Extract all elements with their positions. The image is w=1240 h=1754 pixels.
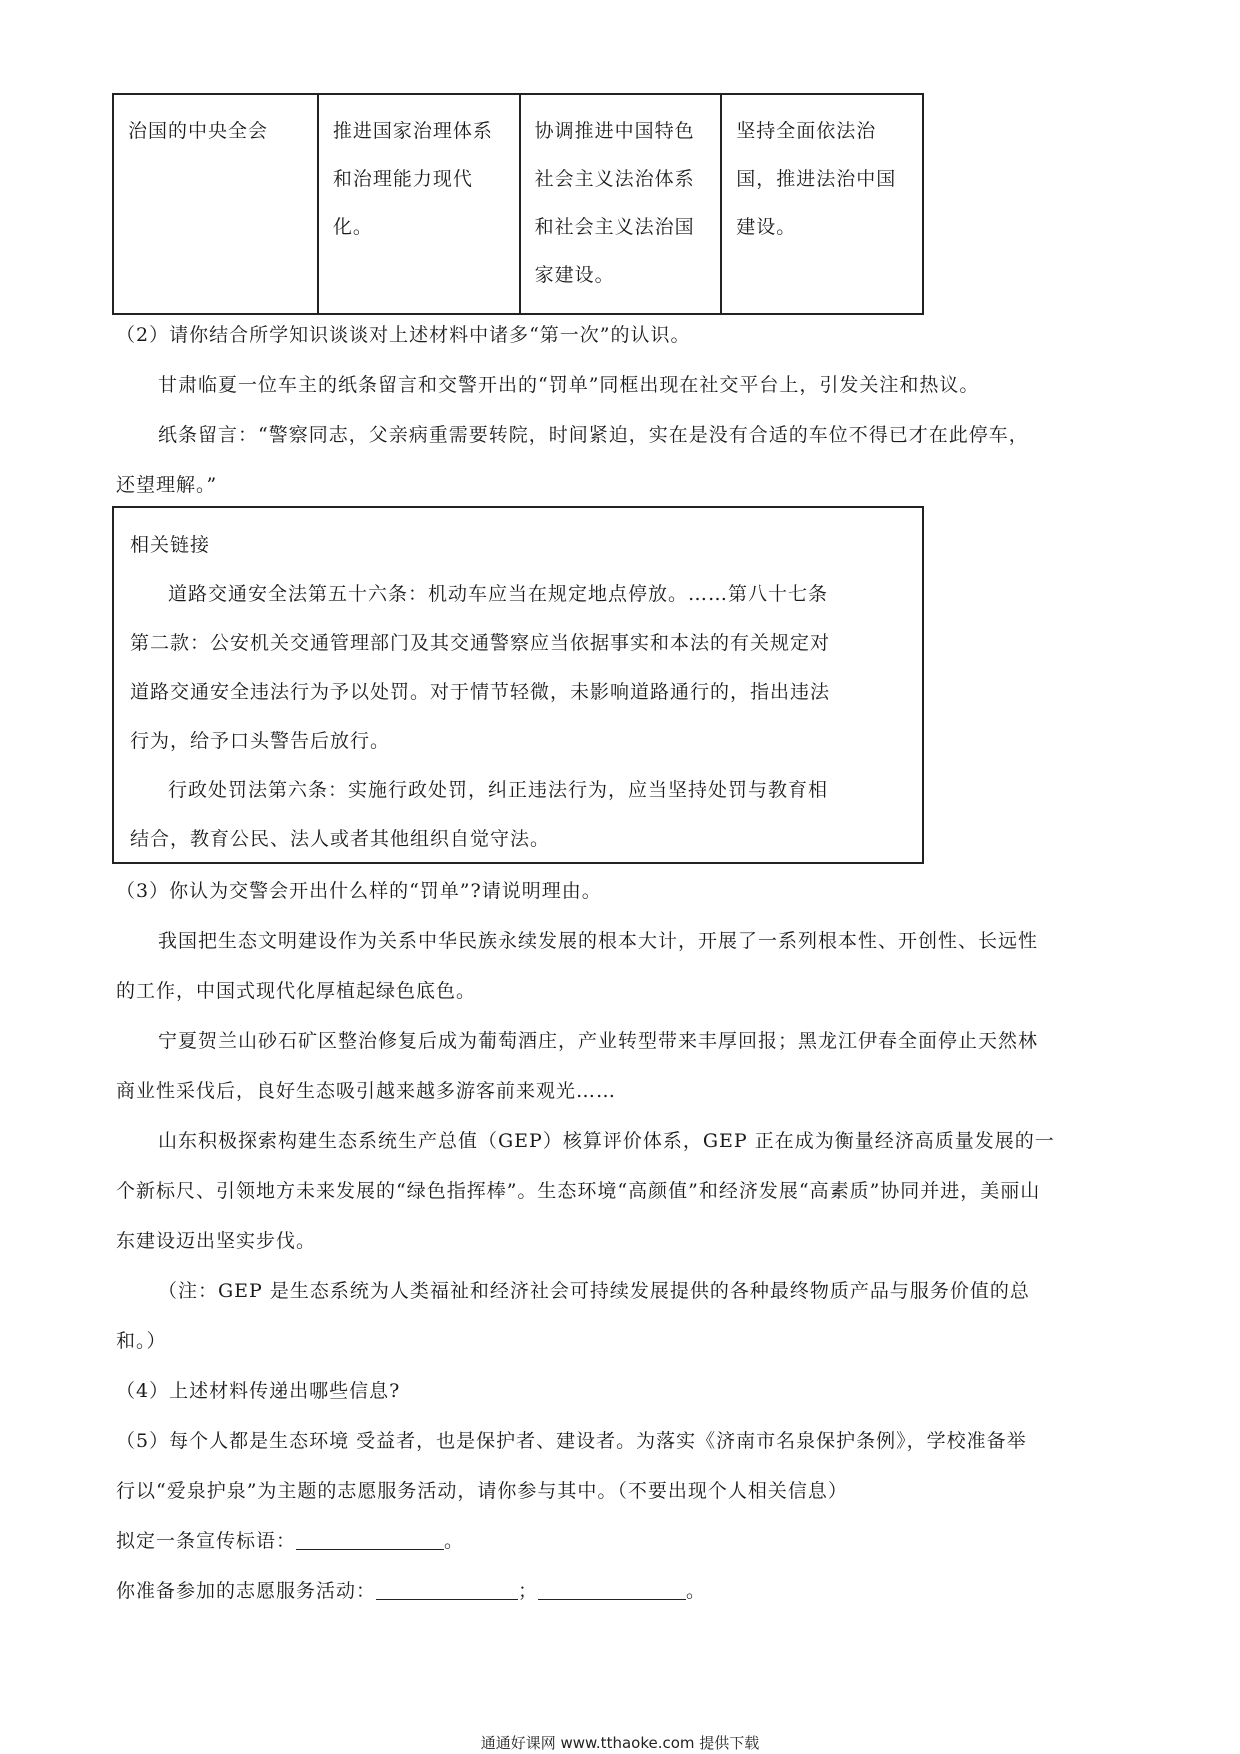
box-line: 道路交通安全法第五十六条：机动车应当在规定地点停放。……第八十七条 [168, 583, 829, 605]
material-paragraph: 甘肃临夏一位车主的纸条留言和交警开出的“罚单”同框出现在社交平台上，引发关注和热议。 [158, 374, 980, 396]
cell-text: 国，推进法治中国 [736, 168, 897, 190]
material-note: （注：GEP 是生态系统为人类福祉和经济社会可持续发展提供的各种最终物质产品与服务价值的总 [158, 1280, 1030, 1302]
table-cell [318, 94, 520, 314]
punctuation: ； [518, 1580, 539, 1602]
box-line: 行政处罚法第六条：实施行政处罚，纠正违法行为，应当坚持处罚与教育相 [168, 779, 829, 801]
activity-blank-2[interactable] [538, 1579, 686, 1600]
cell-text: 推进国家治理体系 [332, 120, 493, 142]
material-paragraph: 纸条留言：“警察同志，父亲病重需要转院，时间紧迫，实在是没有合适的车位不得已才在此停车， [158, 424, 1029, 446]
related-link-box [112, 506, 924, 864]
material-paragraph: 宁夏贺兰山砂石矿区整治修复后成为葡萄酒庄，产业转型带来丰厚回报；黑龙江伊春全面停止天然林 [158, 1030, 1039, 1052]
box-line: 道路交通安全违法行为予以处罚。对于情节轻微，未影响道路通行的，指出违法 [130, 681, 831, 703]
cell-text: 建设。 [736, 216, 797, 238]
punctuation: 。 [686, 1580, 707, 1602]
material-paragraph: 山东积极探索构建生态系统生产总值（GEP）核算评价体系，GEP 正在成为衡量经济高质量发展的一 [158, 1130, 1055, 1152]
cell-text: 家建设。 [534, 264, 615, 286]
question-5: （5）每个人都是生态环境 受益者，也是保护者、建设者。为落实《济南市名泉保护条例》，学校准备举 [116, 1430, 1027, 1452]
box-line: 结合，教育公民、法人或者其他组织自觉守法。 [130, 828, 551, 850]
punctuation: 。 [444, 1530, 465, 1552]
material-paragraph: 的工作，中国式现代化厚植起绿色底色。 [116, 980, 477, 1002]
table-cell [721, 94, 923, 314]
question-5: 行以“爱泉护泉”为主题的志愿服务活动，请你参与其中。（不要出现个人相关信息） [116, 1480, 848, 1502]
activity-line [116, 1576, 706, 1603]
material-paragraph: 商业性采伐后，良好生态吸引越来越多游客前来观光…… [116, 1080, 617, 1102]
slogan-blank[interactable] [296, 1529, 444, 1550]
box-title: 相关链接 [130, 534, 211, 556]
cell-text: 坚持全面依法治 [736, 120, 877, 142]
slogan-line [116, 1526, 464, 1553]
table-row [113, 94, 923, 314]
cell-text: 和社会主义法治国 [534, 216, 695, 238]
material-note: 和。） [116, 1330, 167, 1352]
activity-label: 你准备参加的志愿服务活动： [116, 1580, 377, 1602]
table-cell [113, 94, 318, 314]
plenary-table [112, 93, 924, 315]
material-paragraph: 个新标尺、引领地方未来发展的“绿色指挥棒”。生态环境“高颜值”和经济发展“高素质”协同并进，美丽山 [116, 1180, 1041, 1202]
question-3: （3）你认为交警会开出什么样的“罚单”?请说明理由。 [116, 880, 602, 902]
cell-text: 治国的中央全会 [128, 120, 269, 142]
box-line: 行为，给予口头警告后放行。 [130, 730, 391, 752]
table-cell [520, 94, 722, 314]
slogan-label: 拟定一条宣传标语： [116, 1530, 297, 1552]
question-2: （2）请你结合所学知识谈谈对上述材料中诸多“第一次”的认识。 [116, 324, 691, 346]
question-4: （4）上述材料传递出哪些信息? [116, 1380, 401, 1402]
activity-blank-1[interactable] [376, 1579, 518, 1600]
cell-text: 和治理能力现代 [332, 168, 473, 190]
box-line: 第二款：公安机关交通管理部门及其交通警察应当依据事实和本法的有关规定对 [130, 632, 831, 654]
cell-text: 协调推进中国特色 [534, 120, 695, 142]
material-paragraph: 东建设迈出坚实步伐。 [116, 1230, 317, 1252]
footer-watermark: 通通好课网 www.tthaoke.com 提供下载 [480, 1734, 760, 1752]
material-paragraph: 还望理解。” [116, 474, 218, 496]
cell-text: 化。 [332, 216, 373, 238]
material-paragraph: 我国把生态文明建设作为关系中华民族永续发展的根本大计，开展了一系列根本性、开创性、长远性 [158, 930, 1039, 952]
cell-text: 社会主义法治体系 [534, 168, 695, 190]
